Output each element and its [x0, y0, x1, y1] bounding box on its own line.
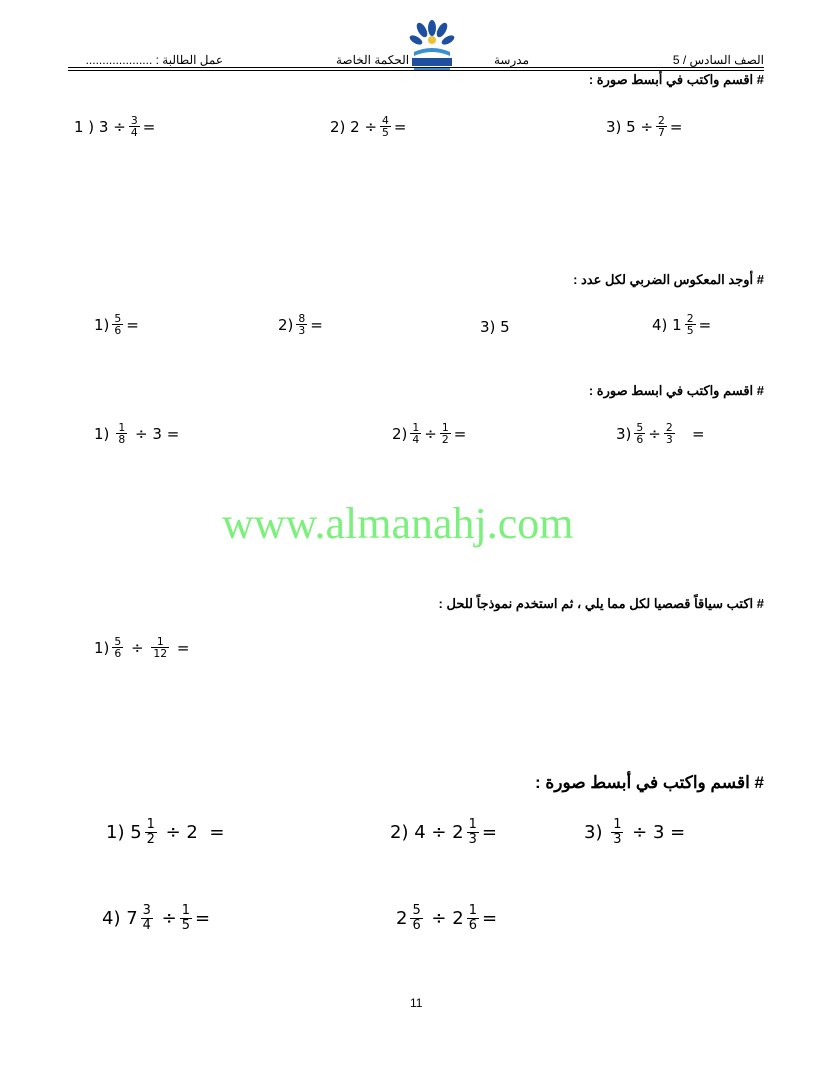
s1-item-1: 1 ) 3 ÷ $\frac{3}{4}$ =: [74, 114, 156, 140]
fraction: $\frac{2}{7}$: [658, 114, 665, 140]
s2-item-1: 1) $\frac{5}{6}$ =: [94, 312, 139, 338]
section-2-heading: # أوجد المعكوس الضربي لكل عدد :: [573, 272, 764, 287]
s3-item-1: 1) $\frac{1}{8}$ ÷ 3 =: [94, 421, 180, 447]
s5-item-4: 4) 7 $\frac{3}{4}$ ÷ $\frac{1}{5}$ =: [102, 903, 211, 933]
school-prefix: مدرسة: [494, 53, 530, 67]
school-name: الحكمة الخاصة: [336, 53, 410, 67]
s3-item-3: 3) $\frac{5}{6}$ ÷ $\frac{2}{3}$ =: [616, 421, 705, 447]
s5-item-2: 2) 4 ÷ 2 $\frac{1}{3}$ =: [390, 817, 497, 847]
s4-item-1: 1) $\frac{5}{6}$ ÷ $\frac{1}{12}$ =: [94, 635, 190, 661]
s1-item-3: 3) 5 ÷ $\frac{2}{7}$ =: [606, 114, 683, 140]
section-4-heading: # اكتب سياقاً قصصيا لكل مما يلي ، ثم استخدم نموذجاً للحل :: [438, 596, 764, 611]
item-number: 1 ) 3 ÷: [74, 117, 126, 136]
s2-item-4: 4) 1 $\frac{2}{5}$ =: [652, 312, 712, 338]
watermark: www.almanahj.com: [222, 499, 574, 548]
student-label: عمل الطالبة : ....................: [85, 53, 223, 67]
fraction: $\frac{4}{5}$: [382, 114, 389, 140]
s1-item-2: 2) 2 ÷ $\frac{4}{5}$ =: [330, 114, 407, 140]
s5-item-3: 3) $\frac{1}{3}$ ÷ 3 =: [584, 817, 686, 847]
section-5-heading: # اقسم واكتب في أبسط صورة :: [534, 773, 764, 792]
s5-item-5: 2 $\frac{5}{6}$ ÷ 2 $\frac{1}{6}$ =: [396, 903, 498, 933]
section-1-heading: # اقسم واكتب في أبسط صورة :: [588, 72, 764, 87]
s3-item-2: 2) $\frac{1}{4}$ ÷ $\frac{1}{2}$ =: [392, 421, 467, 447]
header-rule: [68, 67, 764, 68]
header-rule-double: [68, 70, 764, 71]
s2-item-3: 3) 5: [480, 318, 510, 336]
page-number: 11: [410, 996, 423, 1010]
grade-label: الصف السادس / 5: [672, 53, 764, 67]
section-3-heading: # اقسم واكتب في ابسط صورة :: [588, 383, 764, 398]
fraction: $\frac{3}{4}$: [130, 114, 138, 140]
s2-item-2: 2) $\frac{8}{3}$ =: [278, 312, 323, 338]
s5-item-1: 1) 5 $\frac{1}{2}$ ÷ 2 =: [106, 817, 225, 847]
